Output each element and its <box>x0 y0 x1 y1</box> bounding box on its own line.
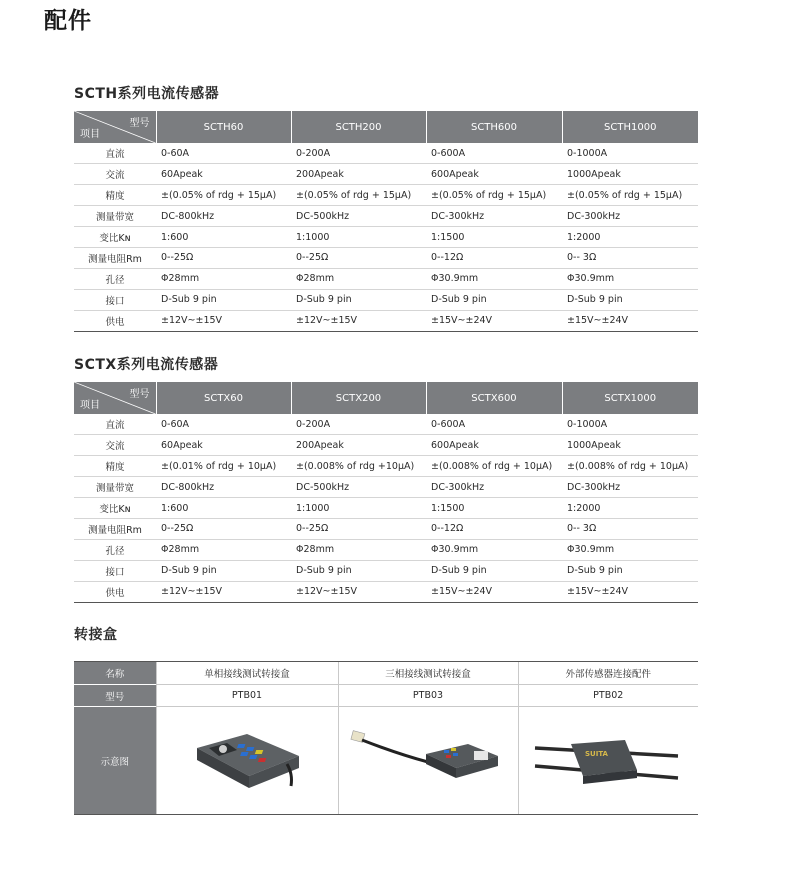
spec-value: D-Sub 9 pin <box>562 560 698 581</box>
three-phase-box-image <box>348 726 508 796</box>
table-header-row <box>74 111 698 143</box>
table-row <box>74 498 698 519</box>
row-label: 测量带宽 <box>74 477 156 498</box>
table-row <box>74 310 698 331</box>
spec-value: Φ30.9mm <box>426 539 562 560</box>
spec-value: DC-800kHz <box>156 206 291 227</box>
spec-value: ±(0.05% of rdg + 15μA) <box>156 185 291 206</box>
row-label: 孔径 <box>74 539 156 560</box>
spec-value: Φ30.9mm <box>562 539 698 560</box>
spec-value: Φ30.9mm <box>562 268 698 289</box>
row-label: 直流 <box>105 420 125 432</box>
table-row <box>74 164 698 185</box>
spec-value: 1:600 <box>156 498 291 519</box>
spec-value: 0-200A <box>296 418 331 430</box>
corner-cell <box>74 111 156 143</box>
spec-value: 600Apeak <box>426 435 562 456</box>
spec-value: D-Sub 9 pin <box>426 289 562 310</box>
spec-value: Φ28mm <box>291 268 426 289</box>
spec-value: Φ28mm <box>156 539 291 560</box>
spec-value: DC-300kHz <box>426 477 562 498</box>
ptb02-image-cell <box>518 707 698 815</box>
row-label: 孔径 <box>74 268 156 289</box>
boxes-section-title: 转接盒 <box>74 627 118 643</box>
spec-value: DC-500kHz <box>291 477 426 498</box>
spec-value: DC-300kHz <box>562 206 698 227</box>
spec-value: ±12V~±15V <box>156 310 291 331</box>
product-model: PTB03 <box>338 685 518 707</box>
spec-value: 0-1000A <box>567 418 608 430</box>
spec-value: ±12V~±15V <box>291 310 426 331</box>
spec-value: 0--25Ω <box>291 247 426 268</box>
spec-value: 1:600 <box>156 227 291 248</box>
sctx-spec-table <box>74 382 698 603</box>
table-row <box>74 477 698 498</box>
single-phase-box-image <box>187 726 307 796</box>
spec-value: ±(0.008% of rdg +10μA) <box>291 456 426 477</box>
row-label: 直流 <box>105 149 125 161</box>
model-header: SCTX200 <box>291 382 426 414</box>
external-sensor-connector-image <box>533 726 683 796</box>
table-header-row <box>74 382 698 414</box>
spec-value: ±12V~±15V <box>156 581 291 602</box>
spec-value: 1:2000 <box>562 227 698 248</box>
spec-value: ±(0.008% of rdg + 10μA) <box>562 456 698 477</box>
corner-cell <box>74 382 156 414</box>
table-row <box>74 518 698 539</box>
table-row <box>74 227 698 248</box>
spec-value: D-Sub 9 pin <box>156 289 291 310</box>
spec-value: D-Sub 9 pin <box>291 289 426 310</box>
ptb01-image-cell <box>156 707 338 815</box>
row-label: 交流 <box>74 435 156 456</box>
spec-value: 0-600A <box>431 147 466 159</box>
image-row <box>74 707 698 815</box>
row-label: 测量电阻Rm <box>74 518 156 539</box>
table-row <box>74 560 698 581</box>
spec-value: 0--12Ω <box>426 247 562 268</box>
table-row <box>74 268 698 289</box>
row-label: 变比Kɴ <box>74 227 156 248</box>
spec-value: 0-60A <box>161 147 190 159</box>
model-header: SCTH60 <box>156 111 291 143</box>
row-label: 供电 <box>74 581 156 602</box>
product-model: PTB01 <box>156 685 338 707</box>
spec-value: 1000Apeak <box>562 435 698 456</box>
spec-value: ±(0.05% of rdg + 15μA) <box>291 185 426 206</box>
row-label: 测量电阻Rm <box>74 247 156 268</box>
spec-value: ±(0.008% of rdg + 10μA) <box>426 456 562 477</box>
scth-section-title: SCTH系列电流传感器 <box>74 86 220 102</box>
model-header: SCTH200 <box>291 111 426 143</box>
spec-value: 600Apeak <box>426 164 562 185</box>
spec-value: 0--25Ω <box>156 518 291 539</box>
table-row <box>74 456 698 477</box>
product-name: 三相接线测试转接盒 <box>338 662 518 685</box>
row-label-image: 示意图 <box>74 707 156 815</box>
name-row <box>74 662 698 685</box>
corner-model-label: 型号 <box>129 389 150 400</box>
row-label: 变比Kɴ <box>74 498 156 519</box>
row-label: 供电 <box>74 310 156 331</box>
spec-value: ±(0.01% of rdg + 10μA) <box>156 456 291 477</box>
spec-value: 0--25Ω <box>156 247 291 268</box>
spec-value: 1:1000 <box>291 227 426 248</box>
model-header: SCTX60 <box>156 382 291 414</box>
spec-value: D-Sub 9 pin <box>426 560 562 581</box>
corner-item-label: 项目 <box>80 129 100 140</box>
spec-value: ±15V~±24V <box>426 581 562 602</box>
row-label: 接口 <box>74 289 156 310</box>
spec-value: 200Apeak <box>291 435 426 456</box>
table-row <box>74 247 698 268</box>
spec-value: 0-600A <box>431 418 466 430</box>
spec-value: 1:1500 <box>426 498 562 519</box>
table-row <box>74 206 698 227</box>
sctx-section-title: SCTX系列电流传感器 <box>74 357 219 373</box>
spec-value: DC-300kHz <box>562 477 698 498</box>
row-label: 测量带宽 <box>74 206 156 227</box>
spec-value: 0--25Ω <box>291 518 426 539</box>
spec-value: 0-200A <box>296 147 331 159</box>
spec-value: ±15V~±24V <box>426 310 562 331</box>
table-row <box>74 185 698 206</box>
row-label: 接口 <box>74 560 156 581</box>
model-header: SCTH600 <box>426 111 562 143</box>
spec-value: D-Sub 9 pin <box>291 560 426 581</box>
spec-value: 60Apeak <box>156 164 291 185</box>
spec-value: 0-1000A <box>567 147 608 159</box>
spec-value: D-Sub 9 pin <box>156 560 291 581</box>
spec-value: 1:1500 <box>426 227 562 248</box>
spec-value: DC-300kHz <box>426 206 562 227</box>
spec-value: D-Sub 9 pin <box>562 289 698 310</box>
model-row <box>74 685 698 707</box>
table-row <box>74 435 698 456</box>
spec-value: 1:1000 <box>291 498 426 519</box>
spec-value: Φ30.9mm <box>426 268 562 289</box>
spec-value: 200Apeak <box>291 164 426 185</box>
brand-logo-text: SUITA <box>585 749 609 758</box>
spec-value: ±12V~±15V <box>291 581 426 602</box>
table-row <box>74 414 698 435</box>
table-row <box>74 289 698 310</box>
model-header: SCTH1000 <box>562 111 698 143</box>
table-row <box>74 143 698 164</box>
spec-value: ±15V~±24V <box>562 310 698 331</box>
product-model: PTB02 <box>518 685 698 707</box>
ptb03-image-cell <box>338 707 518 815</box>
row-label: 交流 <box>74 164 156 185</box>
spec-value: 1000Apeak <box>562 164 698 185</box>
row-label-name: 名称 <box>74 662 156 685</box>
model-header: SCTX600 <box>426 382 562 414</box>
spec-value: ±(0.05% of rdg + 15μA) <box>426 185 562 206</box>
spec-value: 60Apeak <box>156 435 291 456</box>
corner-model-label: 型号 <box>129 118 150 129</box>
corner-item-label: 项目 <box>80 400 100 411</box>
spec-value: Φ28mm <box>156 268 291 289</box>
spec-value: ±(0.05% of rdg + 15μA) <box>562 185 698 206</box>
table-row <box>74 539 698 560</box>
page-title: 配件 <box>44 8 92 34</box>
spec-value: DC-500kHz <box>291 206 426 227</box>
spec-value: ±15V~±24V <box>562 581 698 602</box>
spec-value: DC-800kHz <box>156 477 291 498</box>
spec-value: Φ28mm <box>291 539 426 560</box>
model-header: SCTX1000 <box>562 382 698 414</box>
adapter-box-table <box>74 661 698 815</box>
row-label-model: 型号 <box>74 685 156 707</box>
spec-value: 1:2000 <box>562 498 698 519</box>
spec-value: 0-- 3Ω <box>562 247 698 268</box>
row-label: 精度 <box>74 185 156 206</box>
product-name: 单相接线测试转接盒 <box>156 662 338 685</box>
scth-spec-table <box>74 111 698 332</box>
spec-value: 0-60A <box>161 418 190 430</box>
row-label: 精度 <box>74 456 156 477</box>
spec-value: 0-- 3Ω <box>562 518 698 539</box>
table-row <box>74 581 698 602</box>
product-name: 外部传感器连接配件 <box>518 662 698 685</box>
spec-value: 0--12Ω <box>426 518 562 539</box>
